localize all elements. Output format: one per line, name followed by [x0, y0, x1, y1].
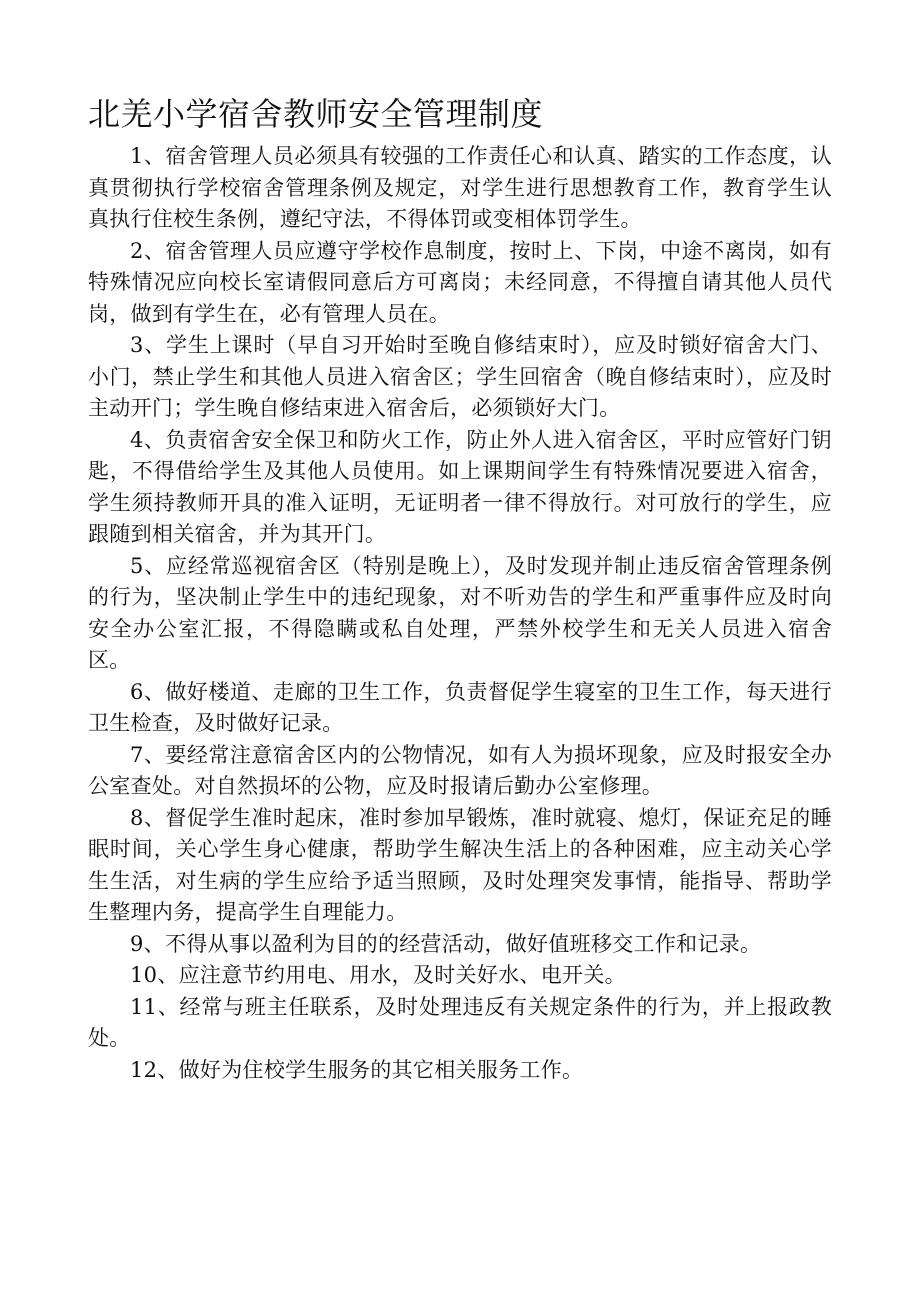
rule-paragraph-3: 3、学生上课时（早自习开始时至晚自修结束时），应及时锁好宿舍大门、小门，禁止学生和其他人员进入宿舍区；学生回宿舍（晚自修结束时），应及时主动开门；学生晚自修结束进入宿舍后，必须锁好大门。	[88, 333, 832, 420]
document-title: 北羌小学宿舍教师安全管理制度	[88, 95, 544, 133]
rule-paragraph-1: 1、宿舍管理人员必须具有较强的工作责任心和认真、踏实的工作态度，认真贯彻执行学校宿舍管理条例及规定，对学生进行思想教育工作，教育学生认真执行住校生条例，遵纪守法，不得体罚或变相体罚学生。	[88, 144, 832, 231]
document-body	[88, 141, 832, 1086]
rule-paragraph-10: 10、应注意节约用电、用水，及时关好水、电开关。	[130, 963, 626, 987]
rule-paragraph-12: 12、做好为住校学生服务的其它相关服务工作。	[130, 1057, 584, 1082]
rule-paragraph-9: 9、不得从事以盈利为目的的经营活动，做好值班移交工作和记录。	[130, 931, 762, 956]
rule-paragraph-8: 8、督促学生准时起床，准时参加早锻炼，准时就寝、熄灯，保证充足的睡眠时间，关心学生身心健康，帮助学生解决生活上的各种困难，应主动关心学生生活，对生病的学生应给予适当照顾，及时处理突发事情，能指导、帮助学生整理内务，提高学生自理能力。	[88, 805, 832, 924]
rule-paragraph-2: 2、宿舍管理人员应遵守学校作息制度，按时上、下岗，中途不离岗，如有特殊情况应向校长室请假同意后方可离岗；未经同意，不得擅自请其他人员代岗，做到有学生在，必有管理人员在。	[88, 238, 832, 326]
rule-paragraph-6: 6、做好楼道、走廊的卫生工作，负责督促学生寝室的卫生工作，每天进行卫生检查，及时做好记录。	[88, 679, 832, 735]
rule-paragraph-5: 5、应经常巡视宿舍区（特别是晚上），及时发现并制止违反宿舍管理条例的行为，坚决制止学生中的违纪现象，对不听劝告的学生和严重事件应及时向安全办公室汇报，不得隐瞒或私自处理，严禁外校学生和无关人员进入宿舍区。	[88, 553, 832, 672]
rule-paragraph-11: 11、经常与班主任联系，及时处理违反有关规定条件的行为，并上报政教处。	[88, 994, 832, 1050]
rule-paragraph-7: 7、要经常注意宿舍区内的公物情况，如有人为损坏现象，应及时报安全办公室查处。对自然损坏的公物，应及时报请后勤办公室修理。	[88, 742, 832, 798]
rule-paragraph-4: 4、负责宿舍安全保卫和防火工作，防止外人进入宿舍区，平时应管好门钥匙，不得借给学生及其他人员使用。如上课期间学生有特殊情况要进入宿舍，学生须持教师开具的准入证明，无证明者一律不得放行。对可放行的学生，应跟随到相关宿舍，并为其开门。	[88, 427, 832, 546]
